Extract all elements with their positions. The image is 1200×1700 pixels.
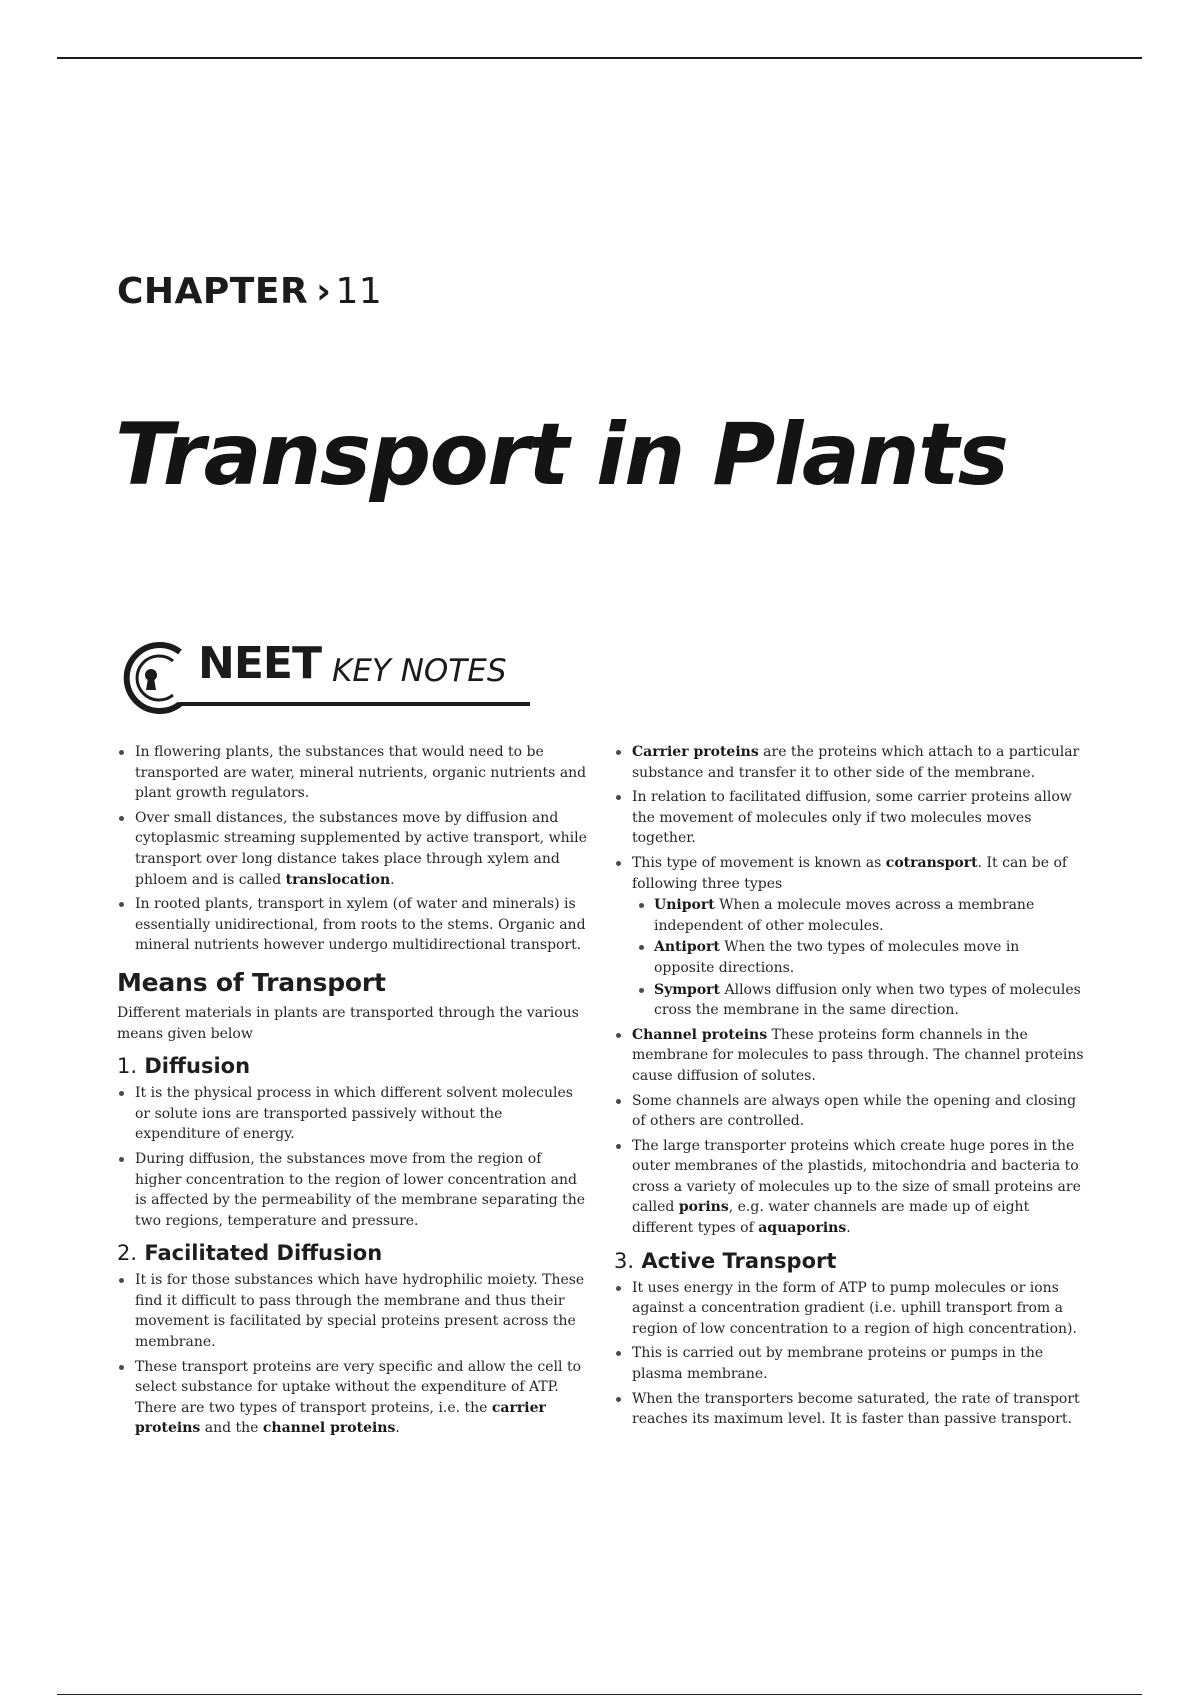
page-title: Transport in Plants — [115, 405, 1008, 505]
list-item: The large transporter proteins which create huge pores in the outer membranes of the plastids, mitochondria and bacteria to cross a variety of molecules up to the size of small proteins are called porins, e.g. water channels are made up of eight different types of aquaporins. — [614, 1136, 1084, 1239]
list-item: Antiport When the two types of molecules move in opposite directions. — [632, 937, 1084, 978]
list-item: In flowering plants, the substances that would need to be transported are water, mineral nutrients, organic nutrients and plant growth regulators. — [117, 742, 592, 804]
chapter-label — [117, 271, 382, 312]
left-column — [117, 742, 592, 1443]
list-item: This type of movement is known as cotransport. It can be of following three types Uniport When a molecule moves across a membrane independent of other molecules. Antiport When the two types of molecules move in opposite directions. Symport Allows diffusion only when two types of molecules cross the membrane in the same direction. — [614, 853, 1084, 1021]
neet-key-notes-badge — [115, 638, 535, 718]
list-item: In relation to facilitated diffusion, some carrier proteins allow the movement of molecules only if two molecules moves together. — [614, 787, 1084, 849]
list-item: During diffusion, the substances move from the region of higher concentration to the region of lower concentration and is affected by the permeability of the membrane separating the two regions, temperature and pressure. — [117, 1149, 592, 1231]
transport-protein-bullets — [614, 742, 1084, 1239]
means-intro-text: Different materials in plants are transported through the various means given below — [117, 1004, 579, 1042]
list-item: Uniport When a molecule moves across a membrane independent of other molecules. — [632, 895, 1084, 936]
neet-label: NEET — [198, 638, 321, 689]
list-item: When the transporters become saturated, the rate of transport reaches its maximum level. It is faster than passive transport. — [614, 1389, 1084, 1430]
list-item: Some channels are always open while the opening and closing of others are controlled. — [614, 1091, 1084, 1132]
diffusion-heading: 1. Diffusion — [117, 1054, 251, 1079]
cotransport-types — [632, 895, 1084, 1021]
means-of-transport-heading: Means of Transport — [117, 967, 386, 997]
list-item: These transport proteins are very specific and allow the cell to select substance for uptake without the expenditure of ATP. There are two types of transport proteins, i.e. the carrier proteins and the channel proteins. — [117, 1357, 592, 1439]
right-column — [614, 742, 1084, 1434]
diffusion-bullets — [117, 1083, 592, 1231]
list-item: It is the physical process in which different solvent molecules or solute ions are transported passively without the expenditure of energy. — [117, 1083, 592, 1145]
list-item: Channel proteins These proteins form channels in the membrane for molecules to pass through. The channel proteins cause diffusion of solutes. — [614, 1025, 1084, 1087]
list-item: Carrier proteins are the proteins which attach to a particular substance and transfer it to other side of the membrane. — [614, 742, 1084, 783]
list-item: In rooted plants, transport in xylem (of water and minerals) is essentially unidirectional, from roots to the stems. Organic and mineral nutrients however undergo multidirectional transport. — [117, 894, 592, 956]
list-item: It is for those substances which have hydrophilic moiety. These find it difficult to pass through the membrane and thus their movement is facilitated by special proteins present across the membrane. — [117, 1270, 592, 1352]
list-item: Symport Allows diffusion only when two types of molecules cross the membrane in the same direction. — [632, 980, 1084, 1021]
list-item: Over small distances, the substances move by diffusion and cytoplasmic streaming supplemented by active transport, while transport over long distance takes place through xylem and phloem and is called translocation. — [117, 808, 592, 890]
bottom-rule — [57, 1694, 1142, 1695]
list-item: This is carried out by membrane proteins or pumps in the plasma membrane. — [614, 1343, 1084, 1384]
list-item: It uses energy in the form of ATP to pump molecules or ions against a concentration gradient (i.e. uphill transport from a region of low concentration to a region of high concentration). — [614, 1278, 1084, 1340]
active-transport-bullets — [614, 1278, 1084, 1430]
chevron-right-icon: › — [316, 271, 332, 312]
top-rule — [57, 57, 1142, 59]
facilitated-bullets — [117, 1270, 592, 1439]
chapter-word: CHAPTER — [117, 271, 309, 312]
facilitated-diffusion-heading: 2. Facilitated Diffusion — [117, 1241, 383, 1266]
key-notes-label: KEY NOTES — [332, 653, 507, 689]
intro-bullets — [117, 742, 592, 956]
chapter-number: 11 — [335, 271, 383, 312]
active-transport-heading: 3. Active Transport — [614, 1248, 837, 1273]
